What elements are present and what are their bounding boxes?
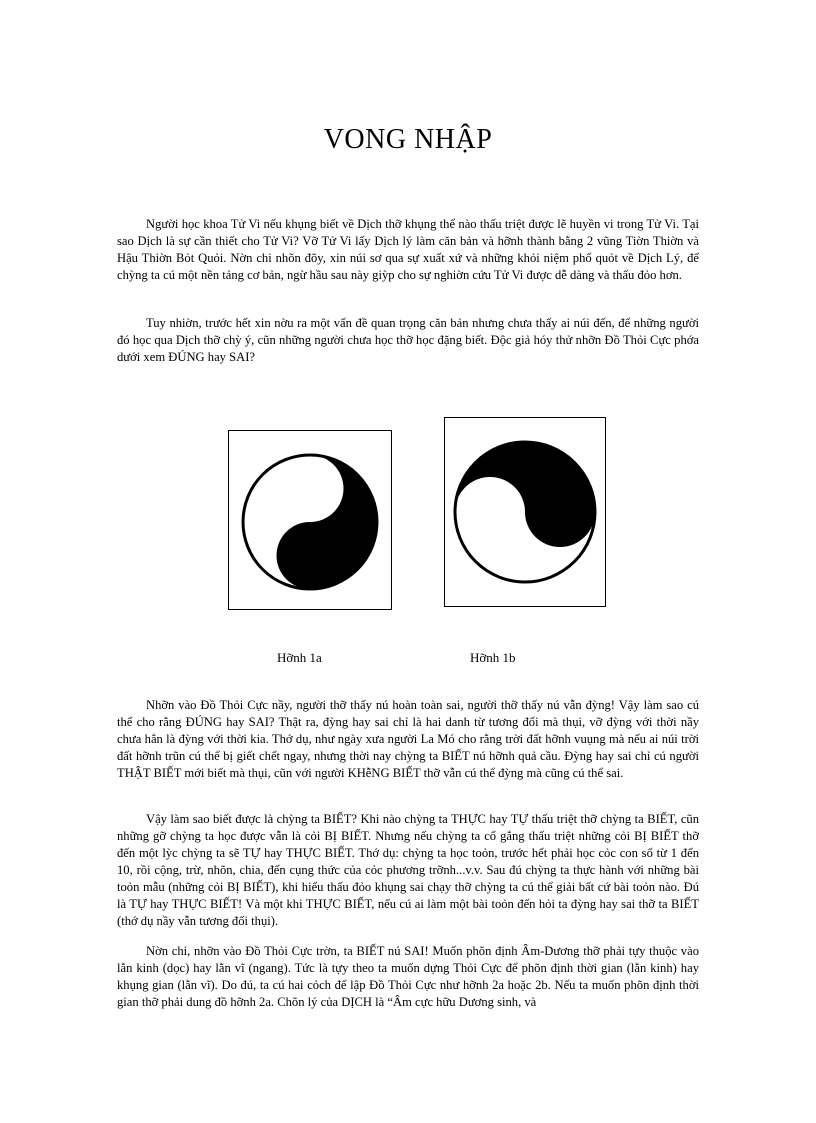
yin-yang-icon (229, 431, 391, 609)
figure-1a-caption: Hỡnh 1a (277, 650, 322, 665)
figure-1b (444, 417, 606, 607)
paragraph-knowing: Vậy làm sao biết được là chỳng ta BIẾT? Khi nào chỳng ta THỰC hay TỰ thấu triệt thỡ chỳng ta BIẾT, cũn những gỡ chỳng ta học được vẫn là cỏi BỊ BIẾT. Nhưng nếu chỳng ta cố gắng thấu triệt những cỏi BỊ BIẾT thỡ đến một lỳc chỳng ta sẽ TỰ hay THỰC BIẾT. Thớ dụ: chỳng ta học toỏn, trước hết phải học cỏc con số từ 1 đến 10, rồi cộng, trừ, nhõn, chia, đến cụng thức của cỏc phương trỡnh...v.v. Sau đú chỳng ta thực hành với những bài toỏn mẫu (những cỏi BỊ BIẾT), khi hiểu thấu đỏo khụng sai chạy thỡ chỳng ta cú thể giải bất cứ bài toỏn nào. Đú là TỰ hay THỰC BIẾT! Và một khi THỰC BIẾT, nếu cú ai làm một bài toỏn đến hỏi ta đỳng hay sai thỡ ta BIẾT (thớ dụ nầy vẫn tương đối thụi). (117, 812, 699, 928)
paragraph-intro: Người học khoa Tử Vi nếu khụng biết về Dịch thỡ khụng thể nào thấu triệt được lẽ huyền vi trong Tử Vi. Tại sao Dịch là sự cần thiết cho Tử Vi? Vỡ Tử Vi lấy Dịch lý làm căn bản và hỡnh thành bằng 2 vũng Tiờn Thiờn và Hậu Thiờn Bỏt Quỏi. Nờn chi nhõn đõy, xin núi sơ qua sự xuất xứ và những khỏi niệm phổ quỏt về Dịch Lý, để chỳng ta cú một nền tảng cơ bản, ngừ hầu sau này giỳp cho sự nghiờn cứu Tử Vi được dễ dàng và thấu đỏo hơn. (117, 217, 699, 282)
paragraph-question: Tuy nhiờn, trước hết xin nờu ra một vấn đề quan trọng căn bản nhưng chưa thấy ai núi đến, để những người đó học qua Dịch thỡ chỳ ý, cũn những người chưa học thỡ học đặng biết. Độc giả hóy thử nhỡn Đồ Thỏi Cực phớa dưới xem ĐÚNG hay SAI? (117, 316, 699, 364)
figure-1a (228, 430, 392, 610)
page-title: VONG NHẬP (323, 124, 493, 155)
paragraph-conclusion: Nờn chi, nhỡn vào Đồ Thỏi Cực trờn, ta BIẾT nú SAI! Muốn phõn định Âm-Dương thỡ phải tựy thuộc vào lằn kinh (dọc) hay lằn vĩ (ngang). Tức là tựy theo ta muốn dựng Thỏi Cực để phõn định thời gian (lằn kinh) hay khụng gian (lằn vĩ). Do đú, ta cú hai cỏch để lập Đồ Thỏi Cực như hỡnh 2a hoặc 2b. Nếu ta muốn phõn định thời gian thỡ phải dung đồ hỡnh 2a. Chõn lý của DỊCH là “Âm cực hữu Dương sinh, và (117, 944, 699, 1009)
paragraph-right-wrong: Nhỡn vào Đồ Thỏi Cực nầy, người thỡ thấy nú hoàn toàn sai, người thỡ thấy nú vẫn đỳng! Vậy làm sao cú thể cho rằng ĐÚNG hay SAI? Thật ra, đỳng hay sai chỉ là hai danh từ tương đối mà thụi, vỡ đỳng với thời nầy chưa hẳn là đỳng với thời kia. Thớ dụ, như ngày xưa người La Mó cho rằng trời đất hỡnh vuụng mà nếu ai núi trời đất hỡnh trũn cú thể bị giết chết ngay, nhưng thời nay chỳng ta BIẾT nú hỡnh quả cầu. Đỳng hay sai chỉ cú người THẬT BIẾT mới biết mà thụi, cũn với người KHễNG BIẾT thỡ vẫn cú thể đỳng mà cũng cú thể sai. (117, 698, 699, 780)
yin-yang-rotated-icon (445, 418, 605, 606)
figure-1b-caption: Hỡnh 1b (470, 650, 516, 665)
